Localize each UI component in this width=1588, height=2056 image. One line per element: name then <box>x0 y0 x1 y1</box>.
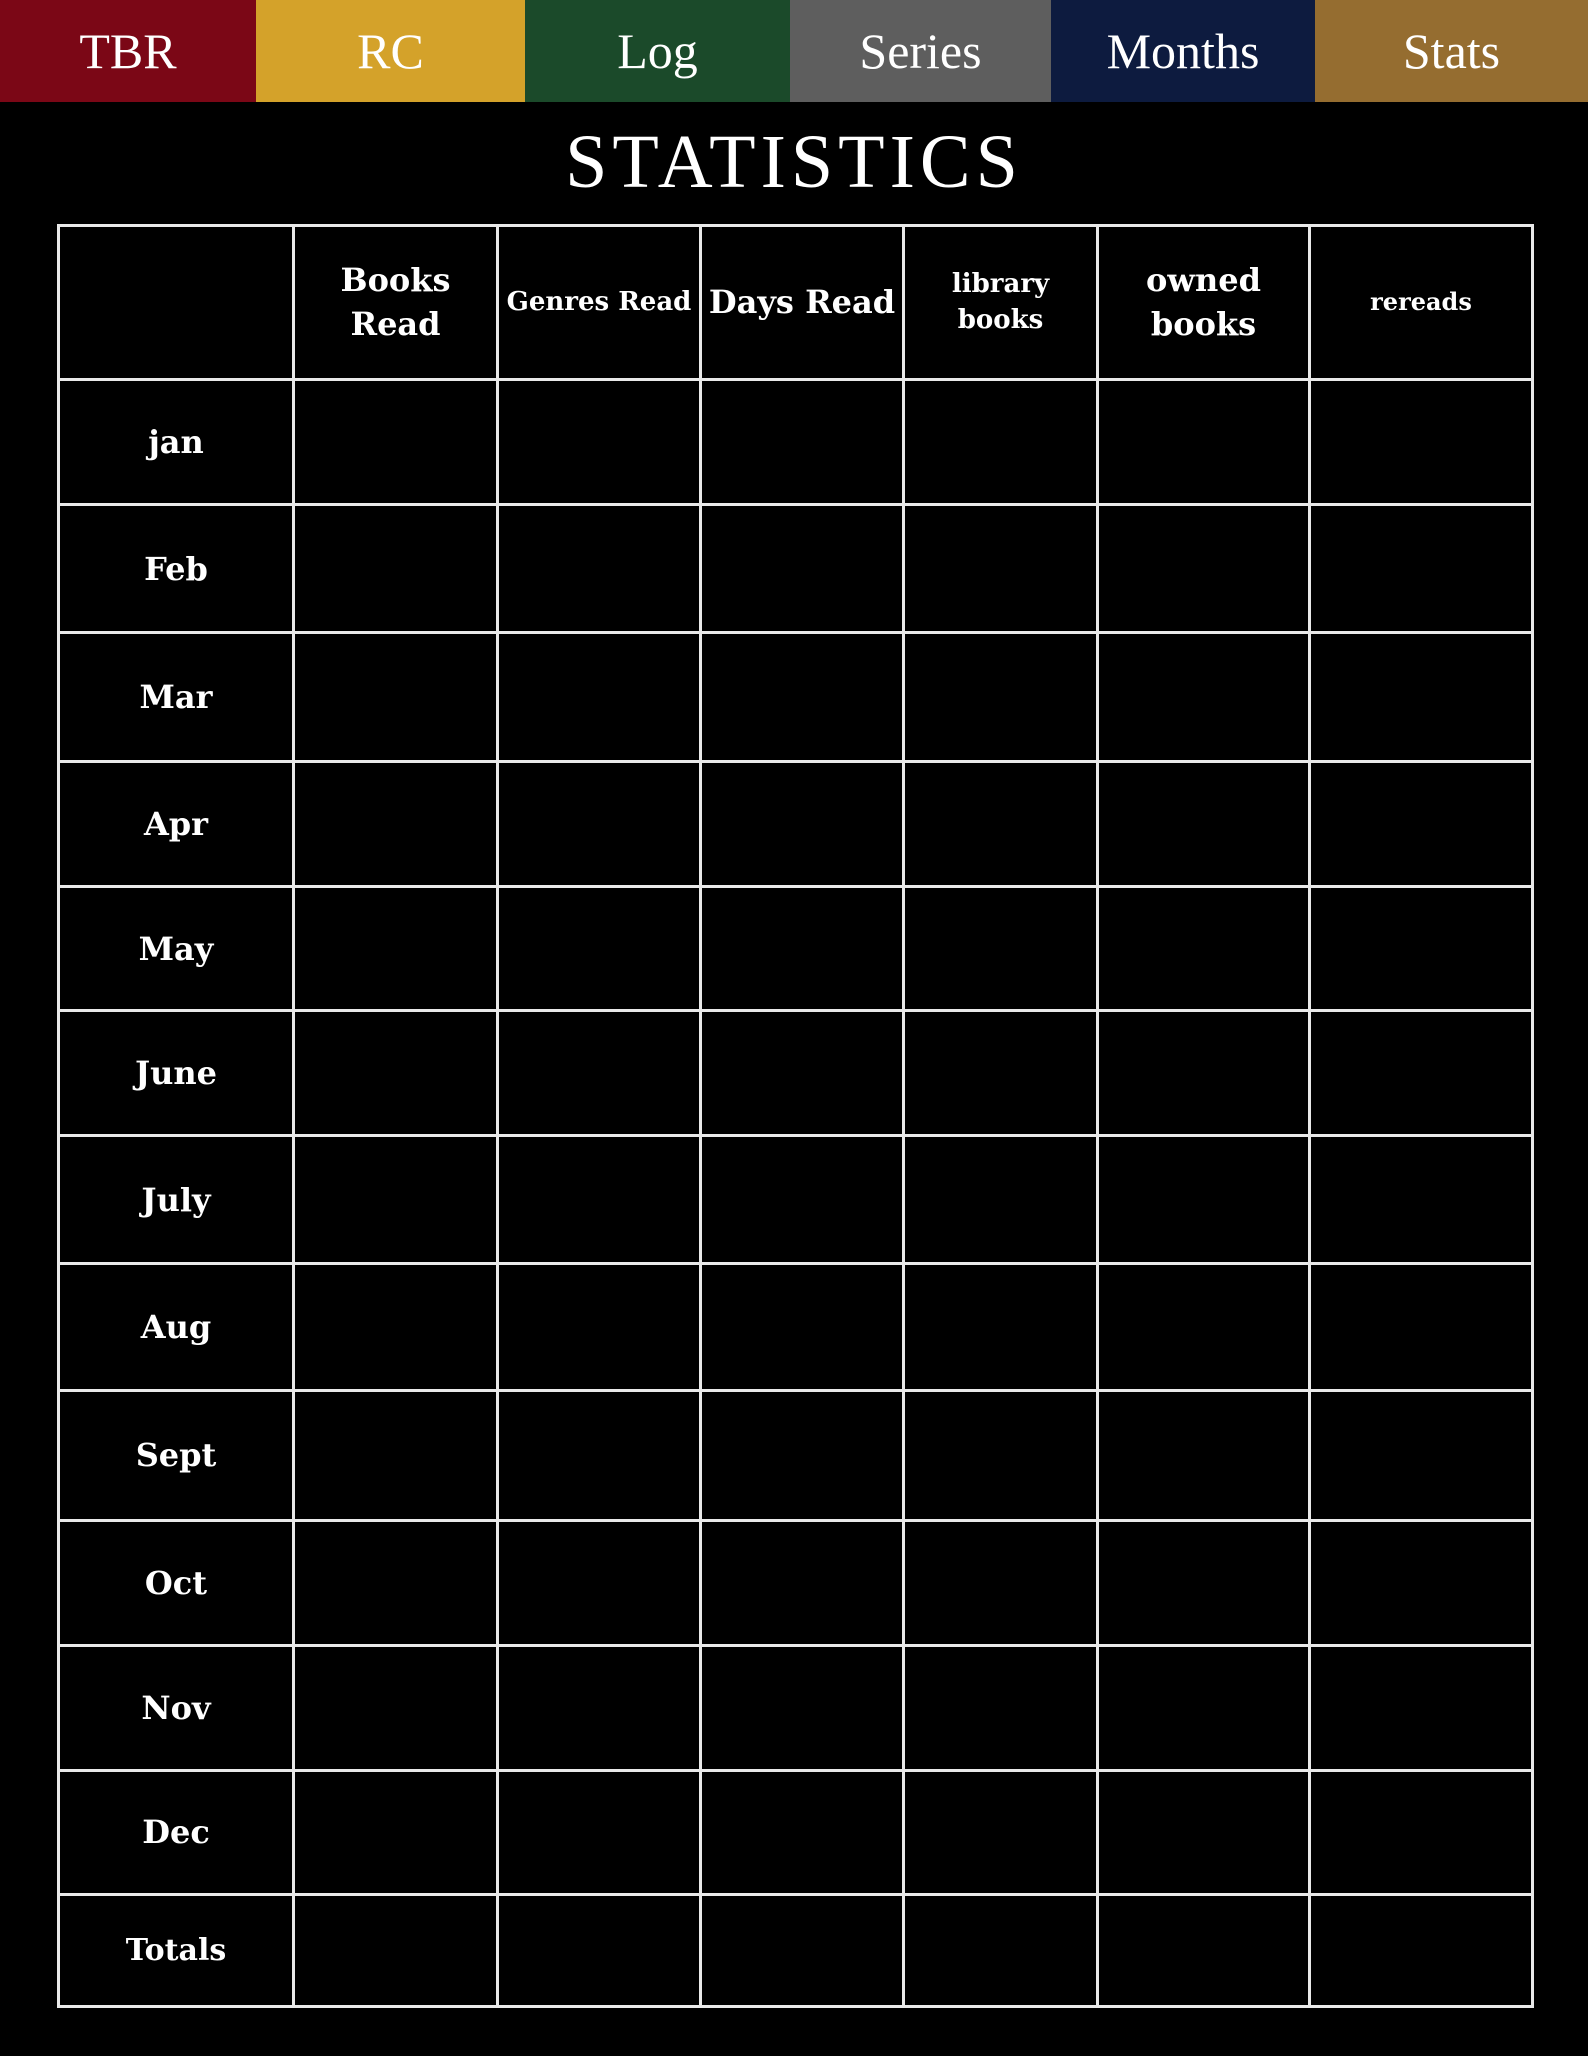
aug-books-read-cell[interactable] <box>294 1263 498 1390</box>
june-owned-books-cell[interactable] <box>1098 1011 1310 1136</box>
mar-days-read-cell[interactable] <box>701 633 904 762</box>
jan-genres-read-cell[interactable] <box>498 380 701 505</box>
june-rereads-cell[interactable] <box>1310 1011 1533 1136</box>
sept-library-books-cell[interactable] <box>904 1390 1098 1521</box>
totals-library-books-cell[interactable] <box>904 1895 1098 2007</box>
table-row <box>59 1263 1533 1390</box>
june-genres-read-cell[interactable] <box>498 1011 701 1136</box>
aug-rereads-cell[interactable] <box>1310 1263 1533 1390</box>
column-header-books-read: Books Read <box>294 226 498 380</box>
table-row <box>59 886 1533 1011</box>
oct-genres-read-cell[interactable] <box>498 1521 701 1646</box>
nov-days-read-cell[interactable] <box>701 1645 904 1770</box>
may-rereads-cell[interactable] <box>1310 886 1533 1011</box>
aug-days-read-cell[interactable] <box>701 1263 904 1390</box>
nov-library-books-cell[interactable] <box>904 1645 1098 1770</box>
sept-rereads-cell[interactable] <box>1310 1390 1533 1521</box>
tab-log[interactable]: Log <box>525 0 790 102</box>
mar-library-books-cell[interactable] <box>904 633 1098 762</box>
table-row <box>59 762 1533 887</box>
month-label-nov: Nov <box>59 1645 294 1770</box>
oct-rereads-cell[interactable] <box>1310 1521 1533 1646</box>
july-rereads-cell[interactable] <box>1310 1136 1533 1264</box>
apr-genres-read-cell[interactable] <box>498 762 701 887</box>
jan-rereads-cell[interactable] <box>1310 380 1533 505</box>
table-row <box>59 1011 1533 1136</box>
table-body <box>59 380 1533 2007</box>
totals-row <box>59 1895 1533 2007</box>
month-label-aug: Aug <box>59 1263 294 1390</box>
may-owned-books-cell[interactable] <box>1098 886 1310 1011</box>
totals-owned-books-cell[interactable] <box>1098 1895 1310 2007</box>
dec-days-read-cell[interactable] <box>701 1770 904 1895</box>
apr-owned-books-cell[interactable] <box>1098 762 1310 887</box>
apr-books-read-cell[interactable] <box>294 762 498 887</box>
totals-genres-read-cell[interactable] <box>498 1895 701 2007</box>
june-library-books-cell[interactable] <box>904 1011 1098 1136</box>
july-library-books-cell[interactable] <box>904 1136 1098 1264</box>
totals-books-read-cell[interactable] <box>294 1895 498 2007</box>
table-row <box>59 504 1533 633</box>
may-library-books-cell[interactable] <box>904 886 1098 1011</box>
totals-rereads-cell[interactable] <box>1310 1895 1533 2007</box>
month-label-oct: Oct <box>59 1521 294 1646</box>
dec-rereads-cell[interactable] <box>1310 1770 1533 1895</box>
column-header-owned-books: owned books <box>1098 226 1310 380</box>
feb-books-read-cell[interactable] <box>294 504 498 633</box>
sept-books-read-cell[interactable] <box>294 1390 498 1521</box>
column-header-genres-read: Genres Read <box>498 226 701 380</box>
month-label-apr: Apr <box>59 762 294 887</box>
table-row <box>59 1645 1533 1770</box>
sept-genres-read-cell[interactable] <box>498 1390 701 1521</box>
apr-library-books-cell[interactable] <box>904 762 1098 887</box>
month-label-sept: Sept <box>59 1390 294 1521</box>
dec-books-read-cell[interactable] <box>294 1770 498 1895</box>
may-days-read-cell[interactable] <box>701 886 904 1011</box>
feb-library-books-cell[interactable] <box>904 504 1098 633</box>
oct-days-read-cell[interactable] <box>701 1521 904 1646</box>
nov-books-read-cell[interactable] <box>294 1645 498 1770</box>
aug-genres-read-cell[interactable] <box>498 1263 701 1390</box>
table-row <box>59 1390 1533 1521</box>
column-header-days-read: Days Read <box>701 226 904 380</box>
tab-series[interactable]: Series <box>790 0 1051 102</box>
table-row <box>59 380 1533 505</box>
apr-days-read-cell[interactable] <box>701 762 904 887</box>
july-genres-read-cell[interactable] <box>498 1136 701 1264</box>
mar-genres-read-cell[interactable] <box>498 633 701 762</box>
may-books-read-cell[interactable] <box>294 886 498 1011</box>
tab-tbr[interactable]: TBR <box>0 0 256 102</box>
july-owned-books-cell[interactable] <box>1098 1136 1310 1264</box>
totals-label: Totals <box>59 1895 294 2007</box>
month-label-feb: Feb <box>59 504 294 633</box>
jan-books-read-cell[interactable] <box>294 380 498 505</box>
oct-library-books-cell[interactable] <box>904 1521 1098 1646</box>
month-label-july: July <box>59 1136 294 1264</box>
feb-genres-read-cell[interactable] <box>498 504 701 633</box>
may-genres-read-cell[interactable] <box>498 886 701 1011</box>
table-row <box>59 1770 1533 1895</box>
dec-genres-read-cell[interactable] <box>498 1770 701 1895</box>
dec-owned-books-cell[interactable] <box>1098 1770 1310 1895</box>
apr-rereads-cell[interactable] <box>1310 762 1533 887</box>
totals-days-read-cell[interactable] <box>701 1895 904 2007</box>
june-days-read-cell[interactable] <box>701 1011 904 1136</box>
mar-books-read-cell[interactable] <box>294 633 498 762</box>
feb-owned-books-cell[interactable] <box>1098 504 1310 633</box>
jan-library-books-cell[interactable] <box>904 380 1098 505</box>
table-row <box>59 1136 1533 1264</box>
feb-rereads-cell[interactable] <box>1310 504 1533 633</box>
header-row <box>59 226 1533 380</box>
nov-genres-read-cell[interactable] <box>498 1645 701 1770</box>
tab-months[interactable]: Months <box>1051 0 1315 102</box>
aug-owned-books-cell[interactable] <box>1098 1263 1310 1390</box>
table-row <box>59 1521 1533 1646</box>
table-row <box>59 633 1533 762</box>
nov-rereads-cell[interactable] <box>1310 1645 1533 1770</box>
column-header-library-books: library books <box>904 226 1098 380</box>
month-label-may: May <box>59 886 294 1011</box>
mar-rereads-cell[interactable] <box>1310 633 1533 762</box>
july-books-read-cell[interactable] <box>294 1136 498 1264</box>
month-label-june: June <box>59 1011 294 1136</box>
oct-owned-books-cell[interactable] <box>1098 1521 1310 1646</box>
month-label-dec: Dec <box>59 1770 294 1895</box>
sept-days-read-cell[interactable] <box>701 1390 904 1521</box>
page-title: STATISTICS <box>565 120 1023 204</box>
statistics-table <box>57 224 1534 2008</box>
june-books-read-cell[interactable] <box>294 1011 498 1136</box>
mar-owned-books-cell[interactable] <box>1098 633 1310 762</box>
oct-books-read-cell[interactable] <box>294 1521 498 1646</box>
july-days-read-cell[interactable] <box>701 1136 904 1264</box>
sept-owned-books-cell[interactable] <box>1098 1390 1310 1521</box>
column-header-rereads: rereads <box>1310 226 1533 380</box>
aug-library-books-cell[interactable] <box>904 1263 1098 1390</box>
jan-days-read-cell[interactable] <box>701 380 904 505</box>
jan-owned-books-cell[interactable] <box>1098 380 1310 505</box>
tab-rc[interactable]: RC <box>256 0 525 102</box>
dec-library-books-cell[interactable] <box>904 1770 1098 1895</box>
month-label-jan: jan <box>59 380 294 505</box>
tab-stats[interactable]: Stats <box>1315 0 1588 102</box>
tab-bar <box>0 0 1588 102</box>
feb-days-read-cell[interactable] <box>701 504 904 633</box>
nov-owned-books-cell[interactable] <box>1098 1645 1310 1770</box>
month-label-mar: Mar <box>59 633 294 762</box>
corner-cell <box>59 226 294 380</box>
